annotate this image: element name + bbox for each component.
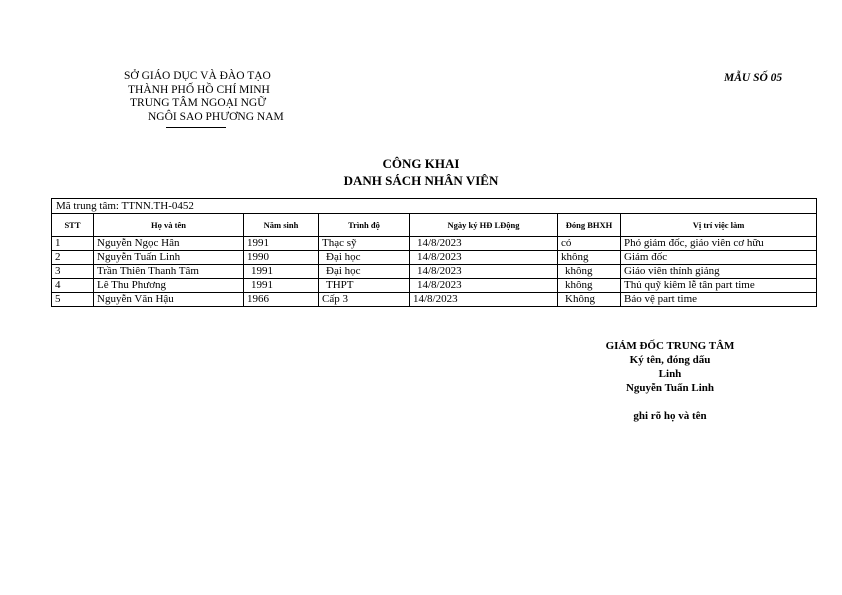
document-title: CÔNG KHAI <box>382 156 460 171</box>
col-header-position: Vị trí việc làm <box>621 214 817 237</box>
col-header-contract-date: Ngày ký HĐ LĐộng <box>410 214 558 237</box>
cell-position: Giáo viên thỉnh giảng <box>621 265 817 279</box>
cell-contract-date: 14/8/2023 <box>410 279 558 293</box>
cell-name: Lê Thu Phương <box>94 279 244 293</box>
table-row <box>52 265 817 279</box>
org-line-center: TRUNG TÂM NGOẠI NGỮ <box>130 97 267 109</box>
cell-contract-date: 14/8/2023 <box>410 265 558 279</box>
cell-qualification: Cấp 3 <box>319 293 410 307</box>
signature-name: Nguyễn Tuấn Linh <box>625 382 715 394</box>
cell-social-insurance: Không <box>558 293 621 307</box>
col-header-birth-year: Năm sinh <box>244 214 319 237</box>
cell-stt: 2 <box>52 251 94 265</box>
table-row <box>52 293 817 307</box>
organization-header <box>118 70 288 124</box>
cell-qualification: Thạc sỹ <box>319 237 410 251</box>
cell-contract-date: 14/8/2023 <box>410 237 558 251</box>
center-code-row <box>52 199 817 214</box>
cell-social-insurance: không <box>558 279 621 293</box>
cell-birth-year: 1991 <box>244 237 319 251</box>
cell-name: Trần Thiên Thanh Tâm <box>94 265 244 279</box>
cell-social-insurance: không <box>558 251 621 265</box>
form-number: MẪU SỐ 05 <box>724 72 783 84</box>
cell-position: Giám đốc <box>621 251 817 265</box>
signature-block <box>590 339 750 423</box>
col-header-social-insurance: Đóng BHXH <box>558 214 621 237</box>
org-line-department: SỞ GIÁO DỤC VÀ ĐÀO TẠO <box>124 70 271 82</box>
cell-qualification: Đại học <box>319 265 410 279</box>
cell-social-insurance: không <box>558 265 621 279</box>
cell-birth-year: 1991 <box>244 279 319 293</box>
table-header-row <box>52 214 817 237</box>
cell-birth-year: 1966 <box>244 293 319 307</box>
cell-stt: 4 <box>52 279 94 293</box>
cell-birth-year: 1990 <box>244 251 319 265</box>
center-code: Mã trung tâm: TTNN.TH-0452 <box>52 199 817 214</box>
cell-stt: 3 <box>52 265 94 279</box>
cell-contract-date: 14/8/2023 <box>410 251 558 265</box>
signature-signed: Linh <box>658 368 682 380</box>
cell-name: Nguyễn Tuấn Linh <box>94 251 244 265</box>
table-row <box>52 251 817 265</box>
cell-contract-date: 14/8/2023 <box>410 293 558 307</box>
cell-name: Nguyễn Văn Hậu <box>94 293 244 307</box>
org-underline-divider <box>166 127 226 128</box>
signature-note: ghi rõ họ và tên <box>633 410 707 422</box>
signature-instruction: Ký tên, đóng dấu <box>629 354 711 366</box>
cell-position: Bảo vệ part time <box>621 293 817 307</box>
table-row <box>52 279 817 293</box>
cell-qualification: Đại học <box>319 251 410 265</box>
org-line-center-name: NGÔI SAO PHƯƠNG NAM <box>148 110 284 123</box>
staff-table <box>51 198 817 307</box>
col-header-qualification: Trình độ <box>319 214 410 237</box>
cell-name: Nguyễn Ngọc Hân <box>94 237 244 251</box>
cell-birth-year: 1991 <box>244 265 319 279</box>
col-header-name: Họ và tên <box>94 214 244 237</box>
col-header-stt: STT <box>52 214 94 237</box>
cell-stt: 1 <box>52 237 94 251</box>
table-row <box>52 237 817 251</box>
cell-stt: 5 <box>52 293 94 307</box>
cell-position: Thủ quỹ kiêm lễ tân part time <box>621 279 817 293</box>
signature-title: GIÁM ĐỐC TRUNG TÂM <box>605 340 735 352</box>
signature-spacer <box>590 395 750 409</box>
cell-qualification: THPT <box>319 279 410 293</box>
document-subtitle: DANH SÁCH NHÂN VIÊN <box>343 173 499 188</box>
cell-position: Phó giám đốc, giáo viên cơ hữu <box>621 237 817 251</box>
org-line-city: THÀNH PHỐ HỒ CHÍ MINH <box>128 83 270 96</box>
cell-social-insurance: có <box>558 237 621 251</box>
